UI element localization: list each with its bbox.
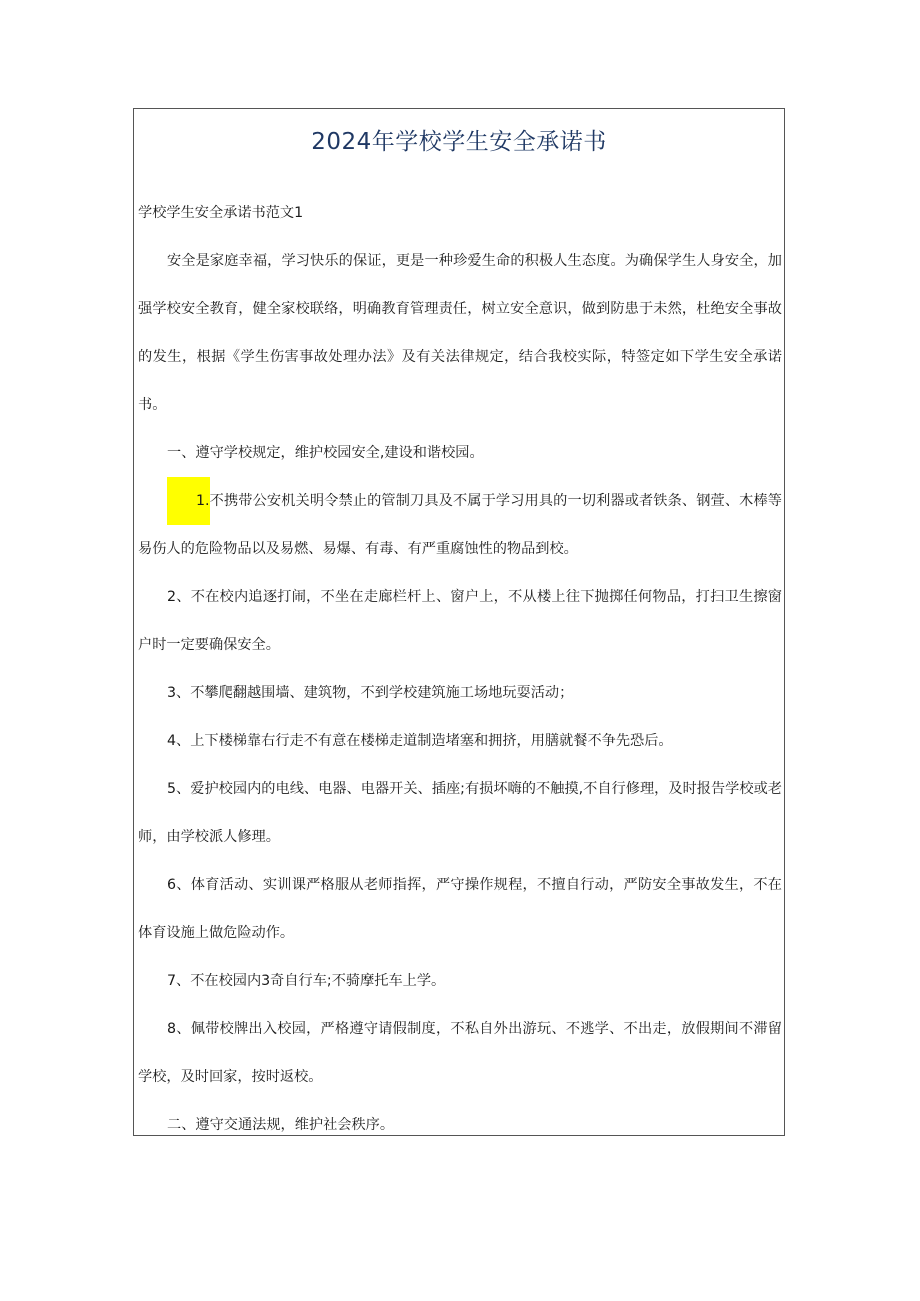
item-3: 3、不攀爬翻越围墙、建筑物，不到学校建筑施工场地玩耍活动； xyxy=(167,685,574,701)
item-7: 7、不在校园内3奇自行车;不骑摩托车上学。 xyxy=(167,973,446,989)
document-body xyxy=(138,189,782,1149)
intro-paragraph: 安全是家庭幸福，学习快乐的保证，更是一种珍爱生命的积极人生态度。为确保学生人身安全，加强学校安全教育，健全家校联络，明确教育管理责任，树立安全意识，做到防患于未然，杜绝安全事故的发生，根据《学生伤害事故处理办法》及有关法律规定，结合我校实际，特签定如下学生安全承诺书。 xyxy=(138,253,782,413)
item-5: 5、爱护校园内的电线、电器、电器开关、插座;有损坏嗨的不触摸,不自行修理，及时报告学校或老师，由学校派人修理。 xyxy=(138,781,782,845)
subtitle: 学校学生安全承诺书范文1 xyxy=(138,205,304,221)
item-6: 6、体育活动、实训课严格服从老师指挥，严守操作规程，不擅自行动，严防安全事故发生，不在体育设施上做危险动作。 xyxy=(138,877,782,941)
section2-heading: 二、遵守交通法规，维护社会秩序。 xyxy=(167,1117,395,1133)
item-1-text: 不携带公安机关明令禁止的管制刀具及不属于学习用具的一切利器或者铁条、钢萱、木棒等易伤人的危险物品以及易燃、易爆、有毒、有严重腐蚀性的物品到校。 xyxy=(138,493,782,557)
section1-heading: 一、遵守学校规定，维护校园安全,建设和谐校园。 xyxy=(167,445,484,461)
item-4: 4、上下楼梯靠右行走不有意在楼梯走道制造堵塞和拥挤，用膳就餐不争先恐后。 xyxy=(167,733,673,749)
document-title: 2024年学校学生安全承诺书 xyxy=(311,129,607,155)
item-1-number-highlight: 1. xyxy=(167,477,210,525)
item-8: 8、佩带校牌出入校园，严格遵守请假制度，不私自外出游玩、不逃学、不出走，放假期间不滞留学校，及时回家，按时返校。 xyxy=(138,1021,782,1085)
item-2: 2、不在校内追逐打闹，不坐在走廊栏杆上、窗户上，不从楼上往下抛掷任何物品，打扫卫生擦窗户时一定要确保安全。 xyxy=(138,589,782,653)
document-frame xyxy=(133,108,785,1136)
item-1 xyxy=(138,477,782,573)
